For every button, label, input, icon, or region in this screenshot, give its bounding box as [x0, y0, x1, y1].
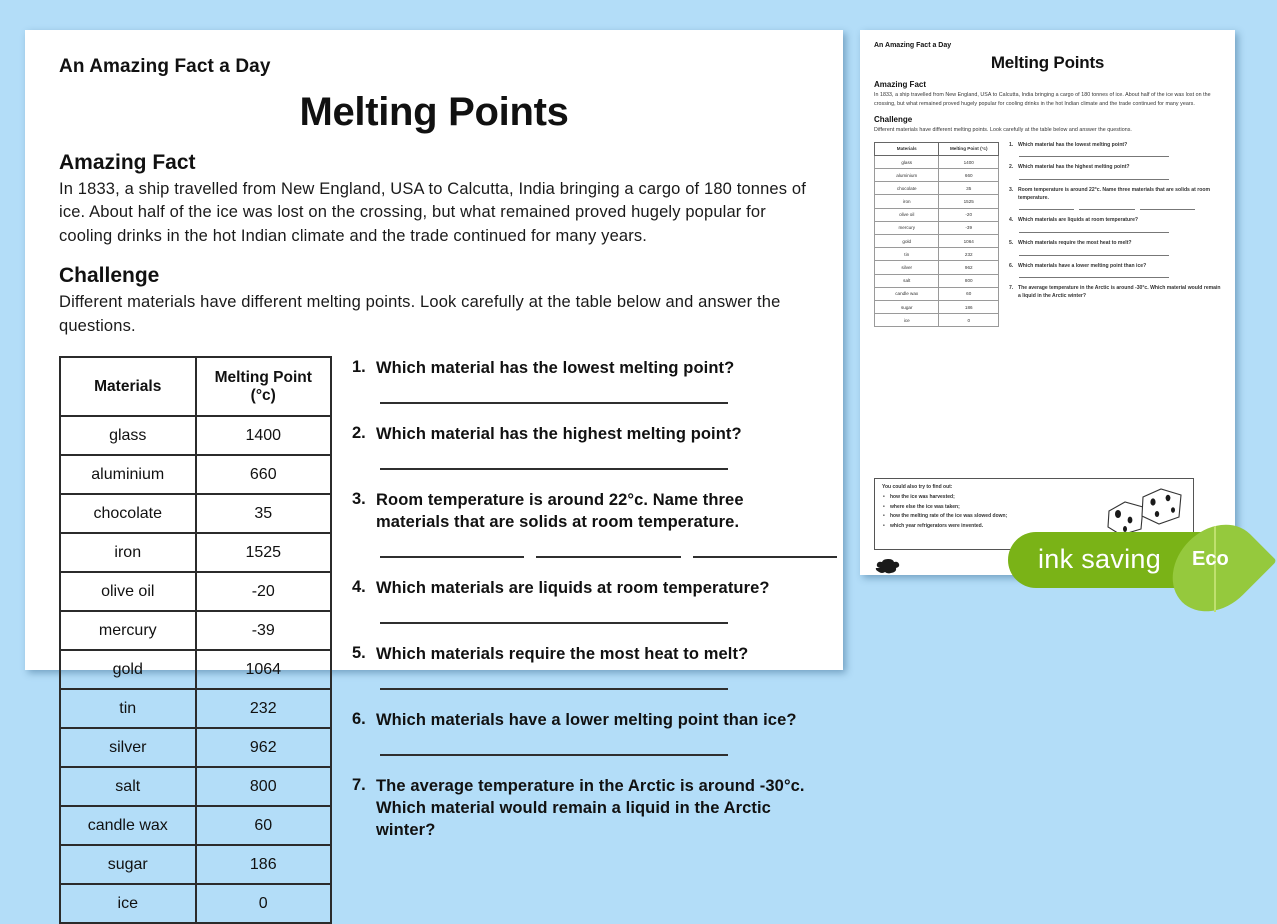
thumb-header-materials: Materials [875, 142, 939, 155]
thumb-cell-material: sugar [875, 300, 939, 313]
thumb-question-text: Which materials are liquids at room temperature? [1018, 217, 1139, 224]
thumb-question-number: 3. [1009, 187, 1014, 194]
worksheet-page-thumbnail[interactable] [860, 30, 1235, 575]
thumb-header-melting-point: Melting Point (°c) [939, 142, 999, 155]
question-number: 7. [352, 775, 366, 794]
table-row [60, 884, 331, 923]
thumb-table-row [875, 248, 999, 261]
thumb-question-item [1009, 263, 1221, 271]
thumb-question-item [1009, 187, 1221, 202]
thumb-challenge-text: Different materials have different melting points. Look carefully at the table below and answer the questions. [874, 127, 1132, 134]
answer-line[interactable] [380, 688, 728, 690]
find-out-title: You could also try to find out: [882, 484, 953, 490]
answer-line[interactable] [380, 468, 728, 470]
thumb-kicker: An Amazing Fact a Day [874, 42, 952, 49]
thumb-questions-list [1009, 142, 1221, 328]
thumb-cell-material: aluminium [875, 169, 939, 182]
thumb-answer-line[interactable] [1019, 232, 1169, 233]
cell-material: aluminium [60, 455, 196, 494]
cell-material: candle wax [60, 806, 196, 845]
thumb-melting-points-table [874, 142, 999, 328]
eco-badge-leaf-label: Eco [1192, 548, 1229, 570]
question-text: Which materials require the most heat to melt? [376, 644, 749, 663]
ink-saving-eco-badge [1008, 532, 1260, 588]
cell-melting-point: 1400 [196, 416, 332, 455]
table-row [60, 611, 331, 650]
thumb-answer-line[interactable] [1019, 179, 1169, 180]
cell-melting-point: 60 [196, 806, 332, 845]
question-item [352, 490, 809, 534]
thumb-cell-material: mercury [875, 221, 939, 234]
thumb-question-item [1009, 164, 1221, 172]
thumb-cell-material: tin [875, 248, 939, 261]
cell-material: sugar [60, 845, 196, 884]
thumb-answer-line[interactable] [1140, 209, 1195, 210]
question-item [352, 358, 809, 380]
question-text: Which materials are liquids at room temperature? [376, 578, 770, 597]
thumb-cell-material: silver [875, 261, 939, 274]
thumb-question-item [1009, 217, 1221, 225]
thumb-table-row [875, 235, 999, 248]
question-number: 1. [352, 358, 366, 377]
find-out-item: • how the melting rate of the ice was slowed down; [890, 512, 1186, 522]
thumb-answer-line[interactable] [1019, 277, 1169, 278]
thumb-cell-melting-point: 1525 [939, 195, 999, 208]
thumb-cell-material: olive oil [875, 208, 939, 221]
thumb-question-number: 6. [1009, 262, 1014, 269]
thumb-answer-line[interactable] [1019, 156, 1169, 157]
question-text: The average temperature in the Arctic is around -30°c. Which material would remain a liquid in the Arctic winter? [376, 776, 805, 839]
thumb-cell-melting-point: 800 [939, 274, 999, 287]
question-number: 4. [352, 577, 366, 596]
answer-line[interactable] [693, 556, 837, 558]
cell-melting-point: 1525 [196, 533, 332, 572]
cell-melting-point: 1064 [196, 650, 332, 689]
thumb-table-row [875, 274, 999, 287]
thumb-question-item [1009, 285, 1221, 300]
thumb-answer-line[interactable] [1079, 209, 1134, 210]
thumb-question-number: 2. [1009, 164, 1014, 171]
thumb-table-row [875, 155, 999, 168]
thumb-question-item [1009, 142, 1221, 150]
table-header-row [60, 357, 331, 416]
question-item [352, 776, 809, 842]
answer-line-group[interactable] [380, 556, 837, 558]
question-text: Which material has the lowest melting point? [376, 359, 735, 378]
thumb-cell-melting-point: 186 [939, 300, 999, 313]
thumb-table-row [875, 314, 999, 327]
cell-material: chocolate [60, 494, 196, 533]
thumb-table-row [875, 169, 999, 182]
thumb-cell-melting-point: -20 [939, 208, 999, 221]
question-item [352, 578, 809, 600]
thumb-question-number: 5. [1009, 239, 1014, 246]
thumb-question-text: Which material has the lowest melting point? [1018, 141, 1128, 148]
table-row [60, 572, 331, 611]
cell-melting-point: 0 [196, 884, 332, 923]
answer-line[interactable] [380, 556, 524, 558]
table-row [60, 533, 331, 572]
thumb-amazing-fact-text: In 1833, a ship travelled from New England, USA to Calcutta, India bringing a cargo of 180 tonnes of ice. About half of the ice was lost on the crossing, but what remained proved hugely popular for cooling drinks in the hot Indian climate and the trade continued for many years. [874, 92, 1211, 107]
table-row [60, 845, 331, 884]
table-row [60, 650, 331, 689]
thumb-cell-melting-point: 0 [939, 314, 999, 327]
table-row [60, 806, 331, 845]
thumb-table-row [875, 195, 999, 208]
question-item [352, 424, 809, 446]
find-out-item: • which year refrigerators were invented. [890, 522, 1186, 532]
thumb-cell-melting-point: 60 [939, 287, 999, 300]
thumb-table-row [875, 221, 999, 234]
thumb-table-row [875, 287, 999, 300]
thumb-cell-material: salt [875, 274, 939, 287]
thumb-table-row [875, 208, 999, 221]
amazing-fact-heading: Amazing Fact [59, 151, 196, 174]
question-number: 5. [352, 643, 366, 662]
thumb-question-text: Which materials have a lower melting point than ice? [1018, 262, 1147, 269]
melting-points-table [59, 356, 332, 924]
cell-melting-point: 186 [196, 845, 332, 884]
page-kicker: An Amazing Fact a Day [59, 56, 271, 77]
answer-line[interactable] [380, 402, 728, 404]
cell-material: tin [60, 689, 196, 728]
table-row [60, 494, 331, 533]
table-row [60, 728, 331, 767]
thumb-cell-melting-point: -39 [939, 221, 999, 234]
header-melting-point: Melting Point (°c) [196, 357, 332, 416]
amazing-fact-text: In 1833, a ship travelled from New England, USA to Calcutta, India bringing a cargo of 180 tonnes of ice. About half of the ice was lost on the crossing, but what remained proved hugely popular for cooling drinks in the hot Indian climate and the trade continued for many years. [59, 180, 806, 245]
thumb-cell-material: ice [875, 314, 939, 327]
table-and-questions-area [59, 356, 809, 924]
question-text: Which material has the highest melting point? [376, 425, 742, 444]
thumb-cell-material: gold [875, 235, 939, 248]
cell-material: iron [60, 533, 196, 572]
thumb-cell-melting-point: 232 [939, 248, 999, 261]
challenge-heading: Challenge [59, 264, 160, 288]
thumb-question-number: 4. [1009, 217, 1014, 224]
cell-material: ice [60, 884, 196, 923]
cell-material: salt [60, 767, 196, 806]
question-item [352, 710, 809, 732]
question-number: 6. [352, 709, 366, 728]
thumb-challenge-heading: Challenge [874, 115, 913, 125]
table-row [60, 416, 331, 455]
thumb-answer-line[interactable] [1019, 255, 1169, 256]
question-number: 2. [352, 424, 366, 443]
answer-line[interactable] [536, 556, 680, 558]
find-out-item: • how the ice was harvested; [890, 493, 1186, 503]
cell-melting-point: -20 [196, 572, 332, 611]
thumb-cell-melting-point: 660 [939, 169, 999, 182]
thumb-table-row [875, 182, 999, 195]
twinkl-logo-icon [874, 558, 904, 574]
thumb-cell-material: candle wax [875, 287, 939, 300]
thumb-cell-material: iron [875, 195, 939, 208]
thumb-cell-melting-point: 1400 [939, 155, 999, 168]
cell-material: mercury [60, 611, 196, 650]
cell-material: gold [60, 650, 196, 689]
cell-material: glass [60, 416, 196, 455]
cell-melting-point: 660 [196, 455, 332, 494]
thumb-answer-line-group[interactable] [1019, 209, 1195, 210]
thumb-answer-line[interactable] [1019, 209, 1074, 210]
cell-material: olive oil [60, 572, 196, 611]
answer-line[interactable] [380, 754, 728, 756]
answer-line[interactable] [380, 622, 728, 624]
thumb-question-text: Which material has the highest melting point? [1018, 164, 1130, 171]
thumb-cell-material: glass [875, 155, 939, 168]
cell-melting-point: 35 [196, 494, 332, 533]
table-row [60, 455, 331, 494]
thumb-cell-melting-point: 962 [939, 261, 999, 274]
thumb-table-row [875, 300, 999, 313]
worksheet-page-main[interactable] [25, 30, 843, 913]
thumb-table-row [875, 261, 999, 274]
thumb-amazing-fact-heading: Amazing Fact [874, 80, 927, 89]
question-text: Room temperature is around 22°c. Name three materials that are solids at room temperature. [376, 490, 744, 531]
eco-badge-label: ink saving [1038, 544, 1162, 574]
header-materials: Materials [60, 357, 196, 416]
thumb-question-number: 7. [1009, 285, 1014, 292]
cell-melting-point: 962 [196, 728, 332, 767]
thumb-cell-melting-point: 1064 [939, 235, 999, 248]
cell-melting-point: 232 [196, 689, 332, 728]
question-text: Which materials have a lower melting point than ice? [376, 710, 797, 729]
table-row [60, 767, 331, 806]
thumb-table-and-questions-area [874, 142, 1221, 328]
table-row [60, 689, 331, 728]
cell-melting-point: 800 [196, 767, 332, 806]
thumb-cell-melting-point: 35 [939, 182, 999, 195]
question-number: 3. [352, 489, 366, 508]
find-out-item: • where else the ice was taken; [890, 503, 1186, 513]
thumb-question-number: 1. [1009, 141, 1014, 148]
thumb-question-text: Room temperature is around 22°c. Name three materials that are solids at room temperature. [1018, 187, 1210, 201]
page-title: Melting Points [299, 90, 569, 134]
thumb-question-item [1009, 240, 1221, 248]
thumb-cell-material: chocolate [875, 182, 939, 195]
cell-material: silver [60, 728, 196, 767]
thumb-question-text: The average temperature in the Arctic is around -30°c. Which material would remain a liquid in the Arctic winter? [1018, 285, 1221, 299]
question-item [352, 644, 809, 666]
challenge-text: Different materials have different melting points. Look carefully at the table below and answer the questions. [59, 293, 781, 335]
questions-list [352, 356, 809, 924]
cell-melting-point: -39 [196, 611, 332, 650]
thumb-question-text: Which materials require the most heat to melt? [1018, 239, 1132, 246]
thumb-title: Melting Points [990, 53, 1105, 72]
